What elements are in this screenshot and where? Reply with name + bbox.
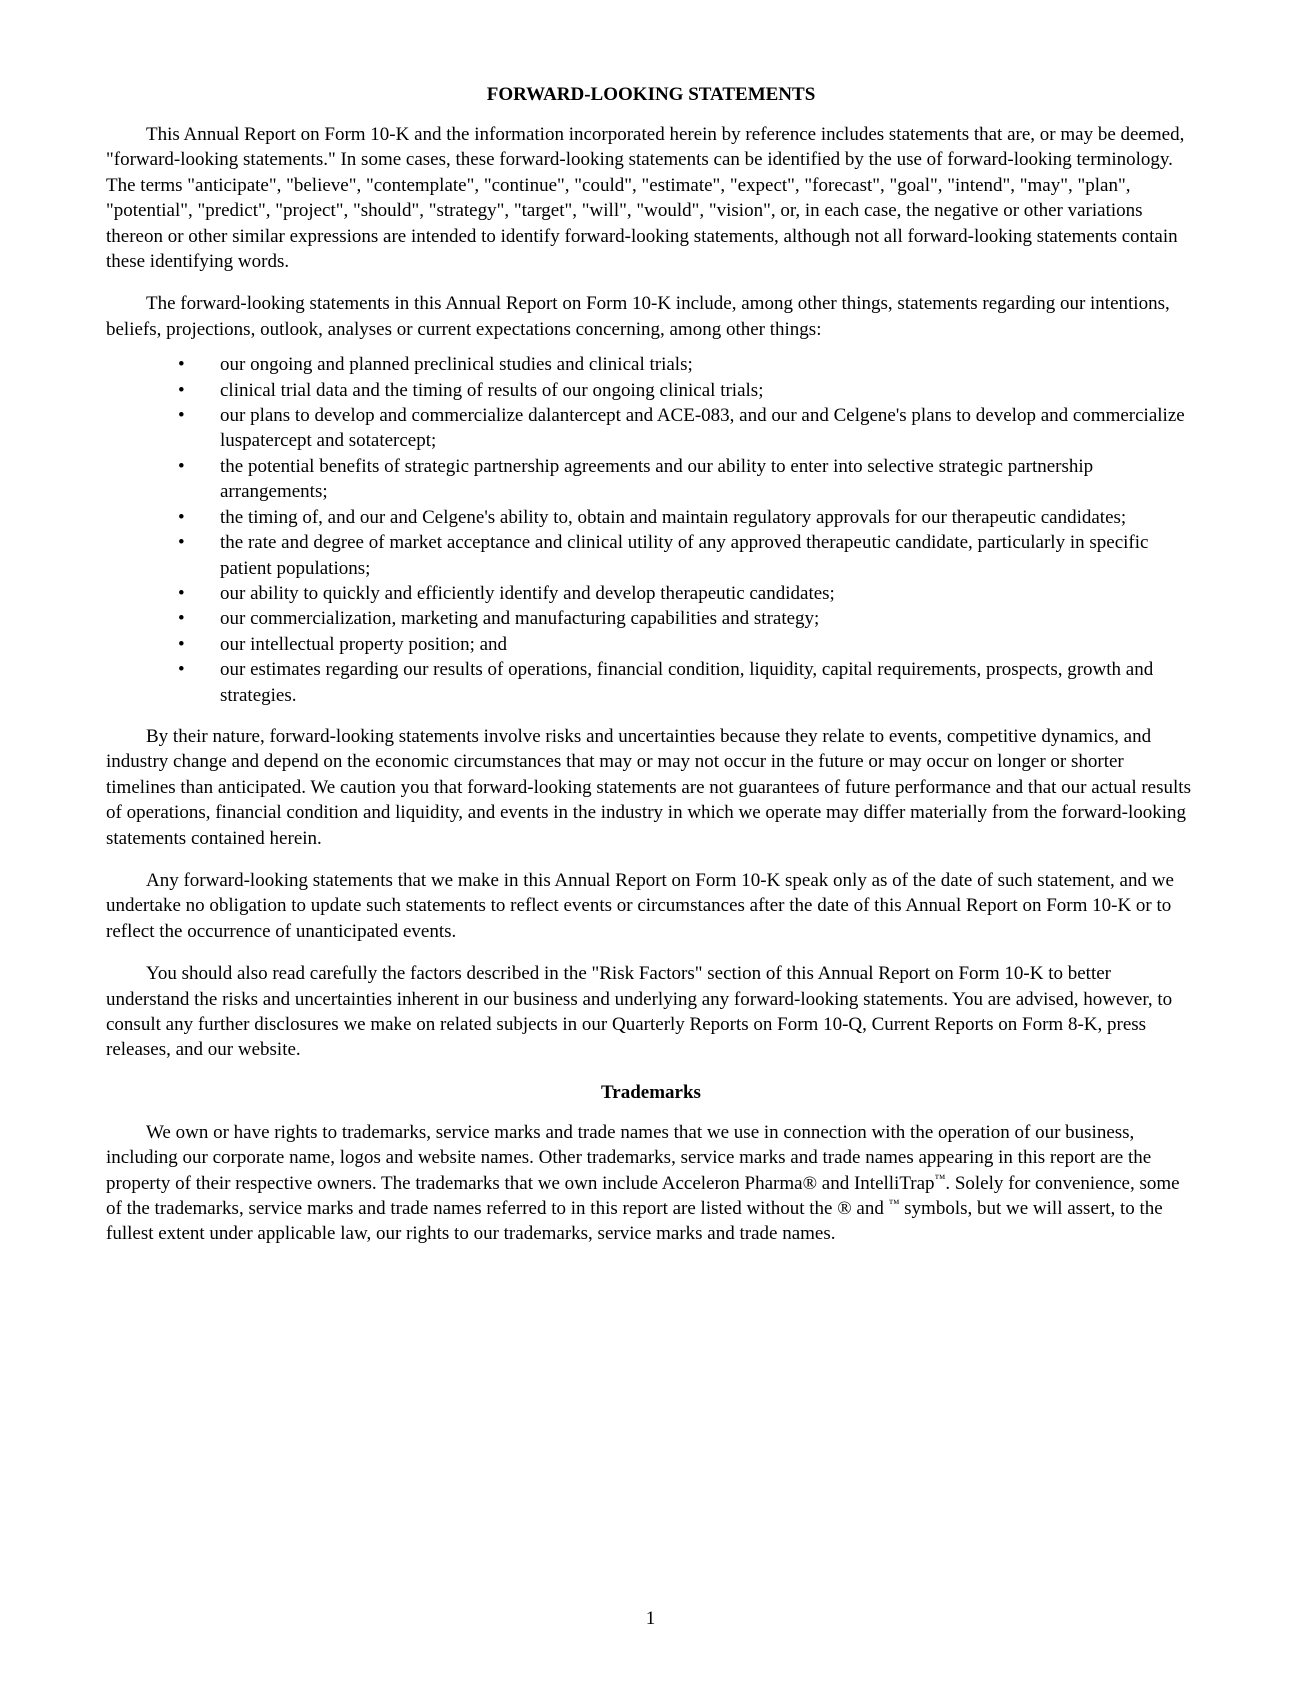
risk-paragraph: By their nature, forward-looking statements involve risks and uncertainties because they relate to events, competitive dynamics, and industry change and depend on the economic circumstances that may or may not occur in the future or may occur on longer or shorter timelines than anticipated. We caution you that forward-looking statements are not guarantees of future performance and that our actual results of operations, financial condition and liquidity, and events in the industry in which we operate may differ materially from the forward-looking statements contained herein. bbox=[106, 725, 1191, 849]
list-item bbox=[106, 606, 1196, 631]
list-item bbox=[106, 530, 1196, 581]
trademarks-text-1: We own or have rights to trademarks, service marks and trade names that we use in connection with the operation of our business, including our corporate name, logos and website names. Other trademarks, service marks and trade names appearing in this report are the property of their respective owners. The trademarks that we own include Acceleron Pharma® and IntelliTrap bbox=[106, 1121, 1152, 1194]
list-item-text: our ongoing and planned preclinical studies and clinical trials; bbox=[220, 354, 693, 376]
bullet-icon: • bbox=[178, 354, 185, 376]
no-update-paragraph: Any forward-looking statements that we make in this Annual Report on Form 10-K speak only as of the date of such statement, and we undertake no obligation to update such statements to reflect events or circumstances after the date of this Annual Report on Form 10-K or to reflect the occurrence of unanticipated events. bbox=[106, 869, 1174, 942]
list-item bbox=[106, 581, 1196, 606]
bullet-icon: • bbox=[178, 455, 185, 477]
list-item-text: the rate and degree of market acceptance and clinical utility of any approved therapeutic candidate, particularly in specific patient populations; bbox=[220, 532, 1149, 579]
trademarks-paragraph bbox=[106, 1120, 1196, 1247]
forward-looking-topics-list bbox=[106, 352, 1196, 708]
trademarks-text-3: symbols, but we will assert, to the fullest extent under applicable law, our rights to our trademarks, service marks and trade names. bbox=[106, 1198, 1163, 1245]
bullet-icon: • bbox=[178, 608, 185, 630]
bullet-icon: • bbox=[178, 379, 185, 401]
bullet-icon: • bbox=[178, 582, 185, 604]
document-page bbox=[106, 82, 1196, 1264]
list-item-text: our estimates regarding our results of operations, financial condition, liquidity, capital requirements, prospects, growth and strategies. bbox=[220, 659, 1154, 706]
section-heading: FORWARD-LOOKING STATEMENTS bbox=[486, 84, 816, 105]
risk-factors-paragraph: You should also read carefully the factors described in the "Risk Factors" section of this Annual Report on Form 10-K to better understand the risks and uncertainties inherent in our business and underlying any forward-looking statements. You are advised, however, to consult any further disclosures we make on related subjects in our Quarterly Reports on Form 10-Q, Current Reports on Form 8-K, press releases, and our website. bbox=[106, 963, 1173, 1061]
list-item-text: the timing of, and our and Celgene's ability to, obtain and maintain regulatory approvals for our therapeutic candidates; bbox=[220, 506, 1127, 528]
list-item bbox=[106, 657, 1196, 708]
list-item-text: our plans to develop and commercialize dalantercept and ACE-083, and our and Celgene's plans to develop and commercialize luspatercept and sotatercept; bbox=[220, 405, 1185, 452]
bullet-icon: • bbox=[178, 405, 185, 427]
bullet-icon: • bbox=[178, 532, 185, 554]
scope-paragraph: The forward-looking statements in this Annual Report on Form 10-K include, among other things, statements regarding our intentions, beliefs, projections, outlook, analyses or current expectations concerning, among other things: bbox=[106, 293, 1170, 340]
list-item bbox=[106, 505, 1196, 530]
bullet-icon: • bbox=[178, 659, 185, 681]
list-item bbox=[106, 352, 1196, 377]
list-item bbox=[106, 454, 1196, 505]
bullet-icon: • bbox=[178, 506, 185, 528]
list-item bbox=[106, 403, 1196, 454]
trademark-symbol: ™ bbox=[888, 1198, 900, 1211]
list-item-text: our commercialization, marketing and manufacturing capabilities and strategy; bbox=[220, 608, 820, 630]
list-item bbox=[106, 632, 1196, 657]
list-item bbox=[106, 378, 1196, 403]
intro-paragraph: This Annual Report on Form 10-K and the information incorporated herein by reference includes statements that are, or may be deemed, "forward-looking statements." In some cases, these forward-looking statements can be identified by the use of forward-looking terminology. The terms "anticipate", "believe", "contemplate", "continue", "could", "estimate", "expect", "forecast", "goal", "intend", "may", "plan", "potential", "predict", "project", "should", "strategy", "target", "will", "would", "vision", or, in each case, the negative or other variations thereon or other similar expressions are intended to identify forward-looking statements, although not all forward-looking statements contain these identifying words. bbox=[106, 124, 1185, 273]
list-item-text: our ability to quickly and efficiently identify and develop therapeutic candidates; bbox=[220, 582, 835, 604]
list-item-text: the potential benefits of strategic partnership agreements and our ability to enter into selective strategic partnership arrangements; bbox=[220, 455, 1094, 503]
list-item-text: clinical trial data and the timing of results of our ongoing clinical trials; bbox=[220, 379, 764, 401]
page-number: 1 bbox=[645, 1608, 656, 1629]
list-item-text: our intellectual property position; and bbox=[220, 633, 508, 655]
trademark-symbol: ™ bbox=[934, 1172, 946, 1185]
trademarks-text-2: . Solely for convenience, some of the trademarks, service marks and trade names referred to in this report are listed without the ® and bbox=[106, 1172, 1180, 1220]
trademarks-heading: Trademarks bbox=[601, 1081, 701, 1103]
bullet-icon: • bbox=[178, 633, 185, 655]
